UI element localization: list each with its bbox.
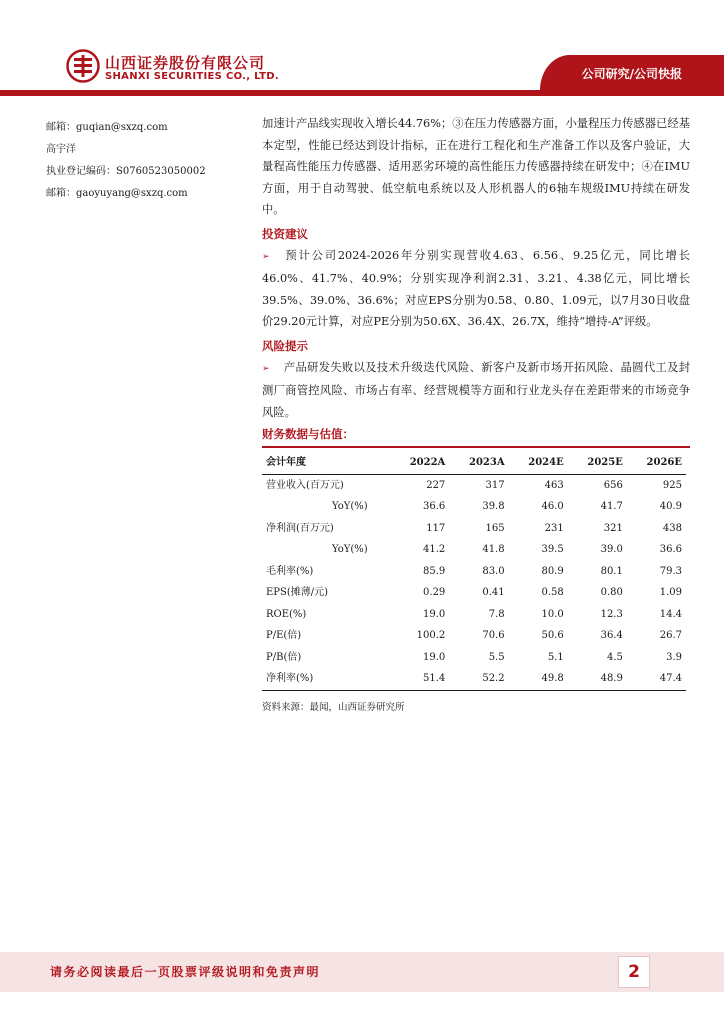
page-header: [0, 0, 724, 98]
table-cell: 656: [603, 479, 623, 491]
sidebar-line: 邮箱：gaoyuyang@sxzq.com: [46, 188, 188, 199]
table-cell: 117: [426, 522, 446, 534]
table-cell: 438: [662, 522, 682, 534]
table-header-cell: 2025E: [587, 457, 623, 468]
table-cell: 41.8: [482, 544, 505, 555]
table-row: [262, 647, 686, 669]
table-header-cell: 会计年度: [266, 457, 306, 468]
row-label: 净利率(%): [266, 673, 314, 684]
row-label: P/B(倍): [266, 651, 302, 663]
table-row: [262, 561, 686, 583]
table-cell: 7.8: [488, 608, 505, 620]
table-header-cell: 2024E: [528, 457, 564, 468]
invest-advice-paragraph: [262, 245, 690, 333]
bullet-arrow-icon: ➢: [262, 251, 270, 262]
table-cell: 5.1: [547, 651, 564, 663]
table-cell: 36.6: [423, 501, 446, 512]
table-cell: 51.4: [423, 673, 446, 684]
table-cell: 0.29: [423, 587, 446, 598]
table-header-cell: 2026E: [646, 457, 682, 468]
table-cell: 0.80: [600, 587, 623, 598]
row-label: EPS(摊薄/元): [266, 587, 329, 598]
table-cell: 50.6: [541, 630, 564, 641]
footer-disclaimer: 请务必阅读最后一页股票评级说明和免责声明: [50, 965, 321, 979]
row-label: 净利润(百万元): [266, 522, 334, 534]
table-cell: 463: [544, 479, 564, 491]
table-cell: 925: [662, 479, 682, 491]
sidebar-line: 邮箱：guqian@sxzq.com: [46, 122, 168, 133]
table-cell: 14.4: [659, 608, 682, 620]
table-cell: 231: [544, 522, 564, 534]
page-number: 2: [618, 956, 650, 988]
table-cell: 19.0: [423, 651, 446, 663]
page-footer: [0, 952, 724, 992]
risk-paragraph: [262, 357, 690, 424]
report-type-tab: [540, 55, 724, 90]
data-source: 资料来源：最闻，山西证券研究所: [262, 701, 405, 713]
financials-title: 财务数据与估值：: [262, 427, 354, 441]
invest-advice-text: 预计公司2024-2026年分别实现营收4.63、6.56、9.25亿元，同比增长46.0%、41.7%、40.9%；分别实现净利润2.31、3.21、4.38亿元，同比增长39.5%、39.0%、36.6%；对应EPS分别为0.58、0.80、1.09元，以7月30日收盘价29.20元计算，对应PE分别为50.6X、36.4X、26.7X，维持“增持-A”评级。: [262, 248, 690, 328]
company-name-cn: 山西证券股份有限公司: [105, 54, 266, 72]
sidebar-line: 高宇洋: [46, 144, 76, 155]
table-cell: 36.6: [659, 544, 682, 555]
table-cell: 10.0: [541, 608, 564, 620]
report-type-label: 公司研究/公司快报: [581, 67, 682, 81]
row-label: P/E(倍): [266, 630, 302, 641]
table-cell: 85.9: [423, 565, 446, 577]
header-rule: [0, 90, 724, 96]
financials-table: [262, 452, 686, 691]
table-cell: 39.5: [541, 544, 564, 555]
row-label: YoY(%): [332, 544, 368, 555]
main-content: [262, 113, 690, 718]
table-header-row: [262, 452, 686, 474]
table-cell: 227: [426, 479, 446, 491]
table-cell: 1.09: [659, 587, 682, 598]
table-cell: 79.3: [659, 565, 682, 577]
table-cell: 46.0: [541, 501, 564, 512]
invest-advice-title: 投资建议: [262, 226, 308, 241]
table-row: [262, 474, 686, 496]
table-cell: 3.9: [666, 651, 682, 663]
sidebar-line: 执业登记编码：S0760523050002: [46, 166, 206, 177]
table-cell: 80.9: [541, 565, 564, 577]
table-cell: 5.5: [488, 651, 505, 663]
table-cell: 83.0: [482, 565, 505, 577]
table-cell: 317: [485, 479, 505, 491]
risk-text: 产品研发失败以及技术升级迭代风险、新客户及新市场开拓风险、晶圆代工及封测厂商管控风险、市场占有率、经营规模等方面和行业龙头存在差距带来的市场竞争风险。: [262, 360, 690, 419]
table-cell: 100.2: [416, 630, 446, 641]
row-label: 营业收入(百万元): [266, 479, 344, 491]
table-row: [262, 539, 686, 561]
table-cell: 48.9: [600, 673, 623, 684]
table-cell: 4.5: [606, 651, 623, 663]
table-cell: 41.2: [423, 544, 446, 555]
company-logo-icon: [66, 49, 100, 83]
table-row: [262, 604, 686, 626]
table-row: [262, 518, 686, 540]
table-cell: 19.0: [423, 608, 446, 620]
table-header-cell: 2022A: [409, 457, 446, 468]
table-cell: 80.1: [600, 565, 623, 577]
table-cell: 39.8: [482, 501, 505, 512]
company-name-en: SHANXI SECURITIES CO., LTD.: [105, 71, 279, 82]
table-cell: 39.0: [600, 544, 623, 555]
table-cell: 40.9: [659, 501, 682, 512]
row-label: ROE(%): [266, 608, 307, 620]
table-cell: 52.2: [482, 673, 505, 684]
table-cell: 321: [603, 522, 623, 534]
table-cell: 36.4: [600, 630, 623, 641]
risk-title: 风险提示: [262, 338, 308, 353]
table-row: [262, 496, 686, 518]
intro-paragraph: 加速计产品线实现收入增长44.76%；③在压力传感器方面，小量程压力传感器已经基本定型，性能已经达到设计指标，正在进行工程化和生产准备工作以及客户验证，大量程高性能压力传感器、适用恶劣环境的高性能压力传感器持续在研发中；④在IMU方面，用于自动驾驶、低空航电系统以及人形机器人的6轴车规级IMU持续在研发中。: [262, 117, 690, 216]
bullet-arrow-icon: ➢: [262, 363, 270, 374]
table-cell: 26.7: [659, 630, 682, 641]
table-cell: 0.58: [541, 587, 564, 598]
table-cell: 12.3: [600, 608, 623, 620]
table-cell: 49.8: [541, 673, 564, 684]
table-row: [262, 582, 686, 604]
row-label: 毛利率(%): [266, 565, 314, 577]
table-cell: 0.41: [482, 587, 505, 598]
table-cell: 41.7: [600, 501, 623, 512]
table-cell: 165: [485, 522, 505, 534]
table-row: [262, 625, 686, 647]
table-cell: 47.4: [659, 673, 682, 684]
table-row: [262, 668, 686, 690]
analyst-sidebar: [46, 117, 246, 205]
financials-rule: [262, 446, 690, 448]
table-header-cell: 2023A: [469, 457, 505, 468]
table-cell: 70.6: [482, 630, 505, 641]
row-label: YoY(%): [332, 501, 368, 512]
